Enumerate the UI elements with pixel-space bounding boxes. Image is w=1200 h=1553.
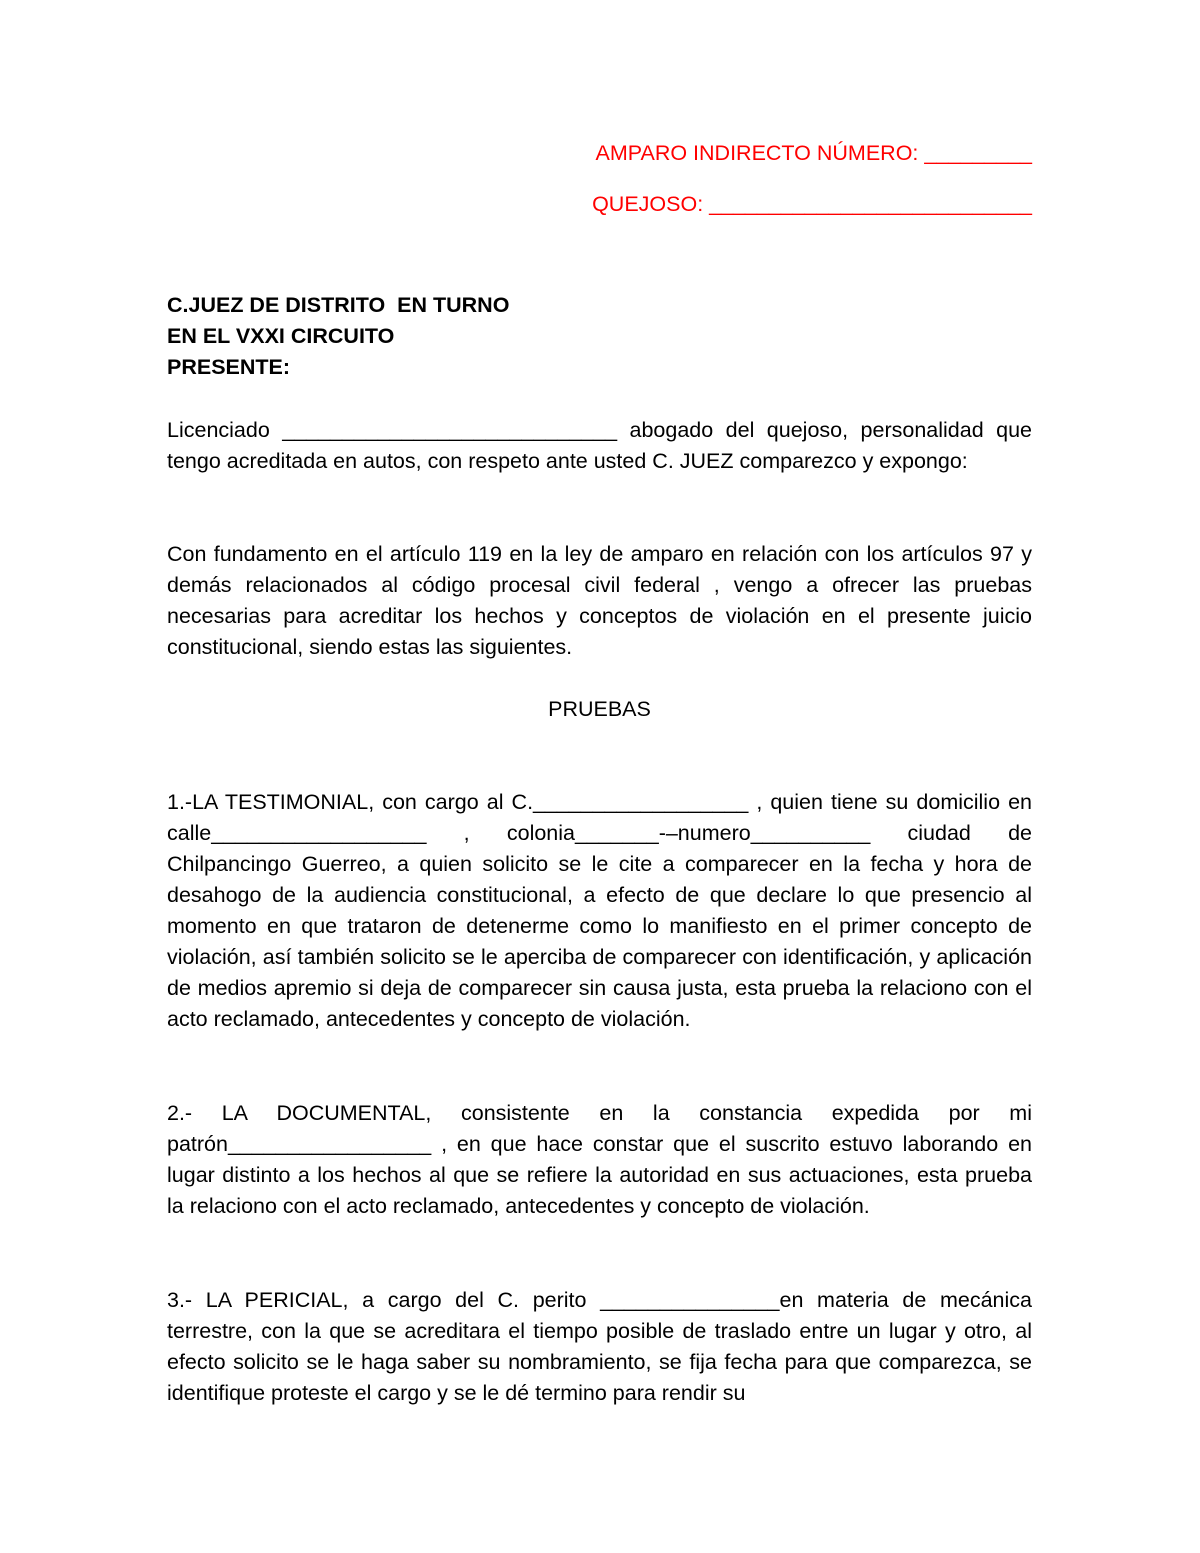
addressee-judge: C.JUEZ DE DISTRITO EN TURNO [167, 293, 510, 317]
fundamento-paragraph: Con fundamento en el artículo 119 en la ley de amparo en relación con los artículos 97 y demás relacionados al código procesal civil federal , vengo a ofrecer las pruebas necesarias para acreditar los hechos y conceptos de violación en el presente juicio constitucional, siendo estas las siguientes. [167, 542, 1032, 659]
addressee-block [167, 290, 509, 383]
prueba-testimonial: 1.-LA TESTIMONIAL, con cargo al C.__________________ , quien tiene su domicilio en calle__________________ , colonia_______-–numero__________ ciudad de Chilpancingo Guerreo, a quien solicito se le cite a comparecer en la fecha y hora de desahogo de la audiencia constitucional, a efecto de que declare lo que presencio al momento en que trataron de detenerme como lo manifiesto en el primer concepto de violación, así también solicito se le aperciba de comparecer con identificación, y aplicación de medios apremio si deja de comparecer sin causa justa, esta prueba la relaciono con el acto reclamado, antecedentes y concepto de violación. [167, 790, 1032, 1031]
amparo-number-line: AMPARO INDIRECTO NÚMERO: _________ [595, 141, 1032, 165]
prueba-pericial: 3.- LA PERICIAL, a cargo del C. perito _______________en materia de mecánica terrestre, con la que se acreditara el tiempo posible de traslado entre un lugar y otro, al efecto solicito se le haga saber su nombramiento, se fija fecha para que comparezca, se identifique proteste el cargo y se le dé termino para rendir su [167, 1288, 1032, 1405]
prueba-documental: 2.- LA DOCUMENTAL, consistente en la constancia expedida por mi patrón_________________ , en que hace constar que el suscrito estuvo laborando en lugar distinto a los hechos al que se refiere la autoridad en sus actuaciones, esta prueba la relaciono con el acto reclamado, antecedentes y concepto de violación. [167, 1101, 1032, 1218]
case-header [592, 138, 1032, 220]
intro-paragraph: Licenciado ____________________________ abogado del quejoso, personalidad que tengo acreditada en autos, con respeto ante usted C. JUEZ comparezco y expongo: [167, 418, 1032, 473]
pruebas-heading: PRUEBAS [548, 697, 651, 721]
quejoso-line: QUEJOSO: ___________________________ [592, 192, 1032, 216]
addressee-circuit: EN EL VXXI CIRCUITO [167, 324, 395, 348]
addressee-presente: PRESENTE: [167, 355, 291, 379]
